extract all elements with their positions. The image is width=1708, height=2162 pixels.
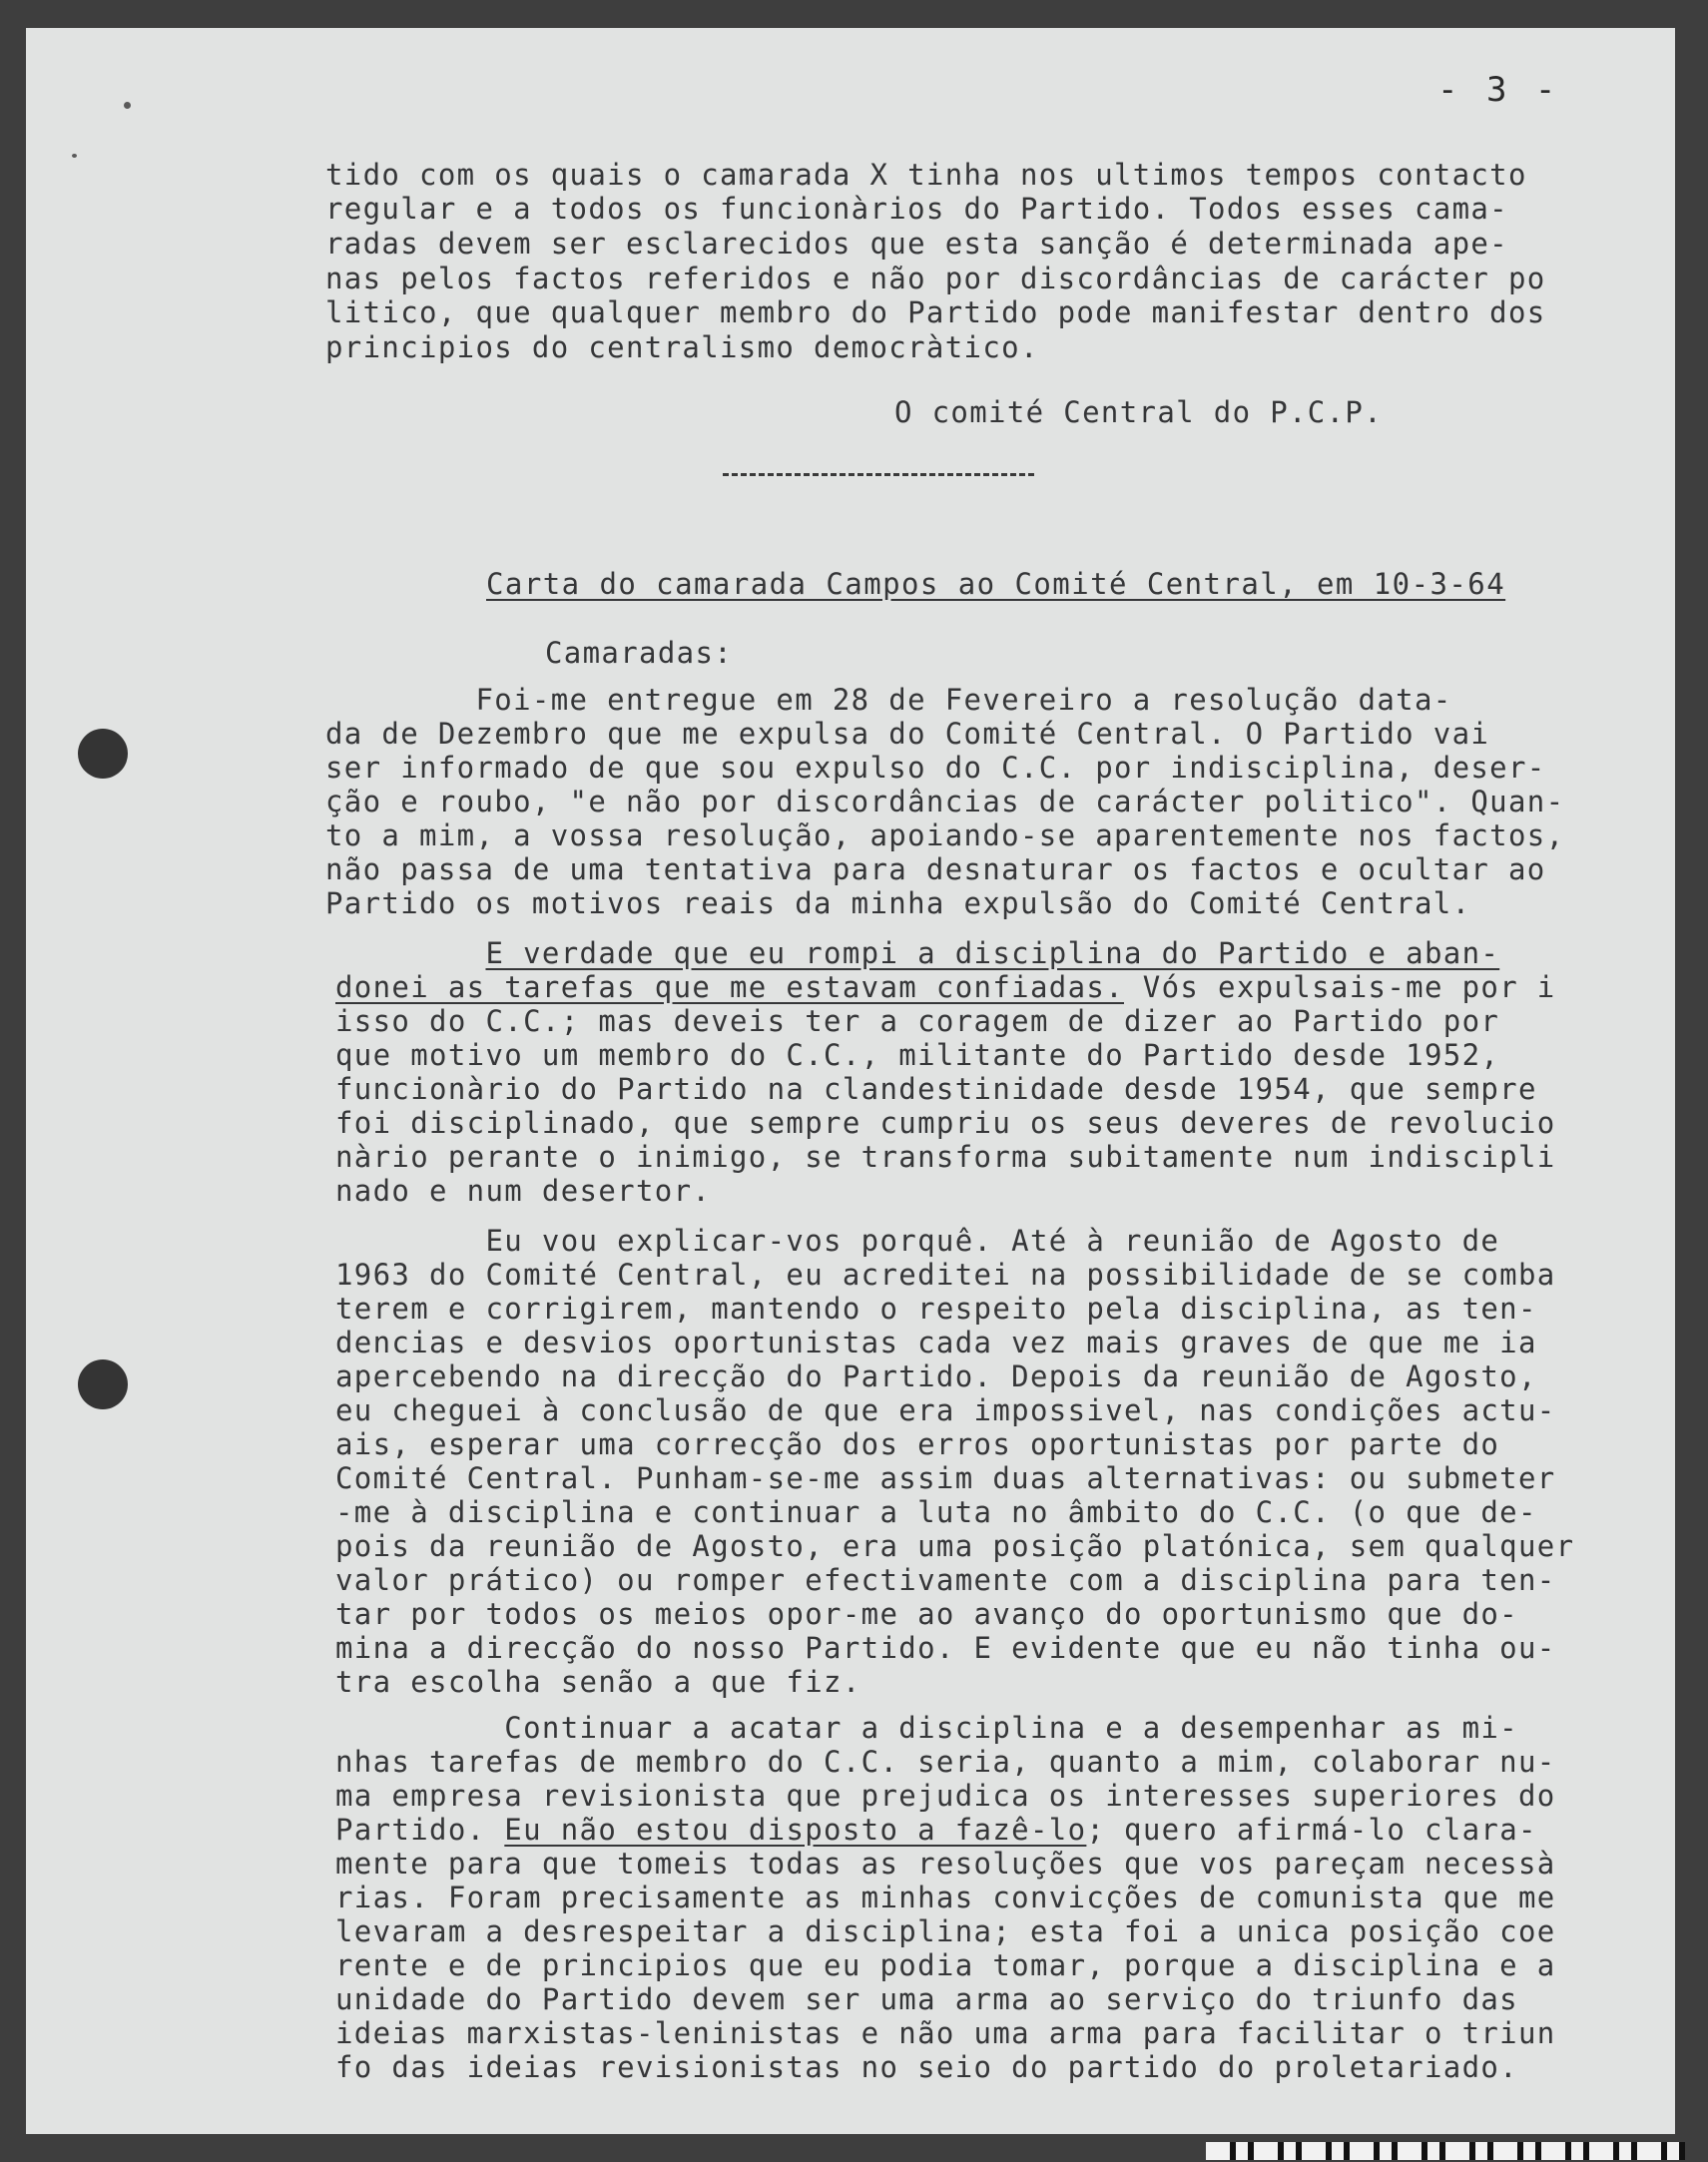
text-line: foi disciplinado, que sempre cumpriu os seus deveres de revolucio bbox=[335, 1106, 1556, 1140]
text-line: dencias e desvios oportunistas cada vez mais graves de que me ia bbox=[335, 1326, 1537, 1359]
text-line: apercebendo na direcção do Partido. Depois da reunião de Agosto, bbox=[335, 1359, 1537, 1393]
text-line: nado e num desertor. bbox=[335, 1174, 712, 1208]
indent bbox=[335, 936, 485, 970]
text-line: fo das ideias revisionistas no seio do partido do proletariado. bbox=[335, 2050, 1518, 2084]
text-line: tido com os quais o camarada X tinha nos ultimos tempos contacto bbox=[325, 158, 1527, 192]
scale-bar bbox=[1206, 2142, 1685, 2160]
ink-speck bbox=[72, 154, 77, 158]
text-line bbox=[335, 1813, 1537, 1847]
text-line: nas pelos factos referidos e não por discordâncias de carácter po bbox=[325, 262, 1546, 295]
text-line: levaram a desrespeitar a disciplina; esta foi a unica posição coe bbox=[335, 1914, 1556, 1948]
text-fragment: Vós expulsais-me por i bbox=[1124, 970, 1556, 1004]
punch-hole-top bbox=[78, 729, 128, 779]
text-line: ma empresa revisionista que prejudica os interesses superiores do bbox=[335, 1779, 1556, 1813]
text-line: nàrio perante o inimigo, se transforma subitamente num indiscipli bbox=[335, 1140, 1556, 1174]
greeting: Camaradas: bbox=[545, 636, 734, 670]
text-line: tra escolha senão a que fiz. bbox=[335, 1665, 861, 1699]
text-line: mina a direcção do nosso Partido. E evidente que eu não tinha ou- bbox=[335, 1631, 1556, 1665]
text-line: 1963 do Comité Central, eu acreditei na possibilidade de se comba bbox=[335, 1258, 1556, 1292]
text-line: litico, que qualquer membro do Partido pode manifestar dentro dos bbox=[325, 295, 1546, 329]
text-line bbox=[335, 936, 1499, 970]
text-line: valor prático) ou romper efectivamente com a disciplina para ten- bbox=[335, 1563, 1556, 1597]
text-line: isso do C.C.; mas deveis ter a coragem de dizer ao Partido por bbox=[335, 1004, 1500, 1038]
text-line: Partido os motivos reais da minha expulsão do Comité Central. bbox=[325, 886, 1471, 920]
text-line: funcionàrio do Partido na clandestinidade desde 1954, que sempre bbox=[335, 1072, 1537, 1106]
text-line: ção e roubo, "e não por discordâncias de carácter politico". Quan- bbox=[325, 785, 1565, 818]
text-line: pois da reunião de Agosto, era uma posição platónica, sem qualquer bbox=[335, 1529, 1575, 1563]
text-line: Foi-me entregue em 28 de Fevereiro a resolução data- bbox=[325, 683, 1452, 717]
underlined-text: donei as tarefas que me estavam confiadas. bbox=[335, 970, 1124, 1004]
text-fragment: Partido. bbox=[335, 1813, 505, 1847]
text-line: mente para que tomeis todas as resoluções que vos pareçam necessà bbox=[335, 1847, 1556, 1881]
text-line: que motivo um membro do C.C., militante do Partido desde 1952, bbox=[335, 1038, 1500, 1072]
text-line: Comité Central. Punham-se-me assim duas alternativas: ou submeter bbox=[335, 1461, 1556, 1495]
text-line: da de Dezembro que me expulsa do Comité Central. O Partido vai bbox=[325, 717, 1490, 751]
text-line: terem e corrigirem, mantendo o respeito pela disciplina, as ten- bbox=[335, 1292, 1537, 1326]
text-line: radas devem ser esclarecidos que esta sanção é determinada ape- bbox=[325, 227, 1508, 261]
text-line: nhas tarefas de membro do C.C. seria, quanto a mim, colaborar nu- bbox=[335, 1745, 1556, 1779]
text-line: Eu vou explicar-vos porquê. Até à reunião de Agosto de bbox=[335, 1224, 1500, 1258]
section-divider bbox=[723, 473, 1034, 476]
text-line: rias. Foram precisamente as minhas convicções de comunista que me bbox=[335, 1881, 1556, 1914]
page-number: - 3 - bbox=[1437, 70, 1560, 110]
punch-hole-bottom bbox=[78, 1359, 128, 1409]
text-line: ser informado de que sou expulso do C.C. por indisciplina, deser- bbox=[325, 751, 1546, 785]
text-line: tar por todos os meios opor-me ao avanço do oportunismo que do- bbox=[335, 1597, 1518, 1631]
text-line: não passa de uma tentativa para desnaturar os factos e ocultar ao bbox=[325, 852, 1546, 886]
ink-speck bbox=[124, 102, 131, 109]
text-line: -me à disciplina e continuar a luta no âmbito do C.C. (o que de- bbox=[335, 1495, 1537, 1529]
letter-title: Carta do camarada Campos ao Comité Central, em 10-3-64 bbox=[486, 567, 1506, 601]
text-fragment: ; quero afirmá-lo clara- bbox=[1086, 1813, 1537, 1847]
text-line: regular e a todos os funcionàrios do Partido. Todos esses cama- bbox=[325, 192, 1508, 226]
text-line bbox=[335, 970, 1556, 1004]
underlined-text: E verdade que eu rompi a disciplina do Partido e aban- bbox=[485, 936, 1500, 970]
text-line: ideias marxistas-leninistas e não uma arma para facilitar o triun bbox=[335, 2016, 1556, 2050]
text-line: Continuar a acatar a disciplina e a desempenhar as mi- bbox=[335, 1711, 1518, 1745]
text-line: principios do centralismo democràtico. bbox=[325, 330, 1039, 364]
text-line: rente e de principios que eu podia tomar, porque a disciplina e a bbox=[335, 1948, 1556, 1982]
text-line: to a mim, a vossa resolução, apoiando-se aparentemente nos factos, bbox=[325, 818, 1565, 852]
underlined-text: Eu não estou disposto a fazê-lo bbox=[504, 1813, 1087, 1847]
text-line: ais, esperar uma correcção dos erros oportunistas por parte do bbox=[335, 1427, 1500, 1461]
signature: O comité Central do P.C.P. bbox=[894, 395, 1384, 429]
text-line: eu cheguei à conclusão de que era impossivel, nas condições actu- bbox=[335, 1393, 1556, 1427]
text-line: unidade do Partido devem ser uma arma ao serviço do triunfo das bbox=[335, 1982, 1518, 2016]
